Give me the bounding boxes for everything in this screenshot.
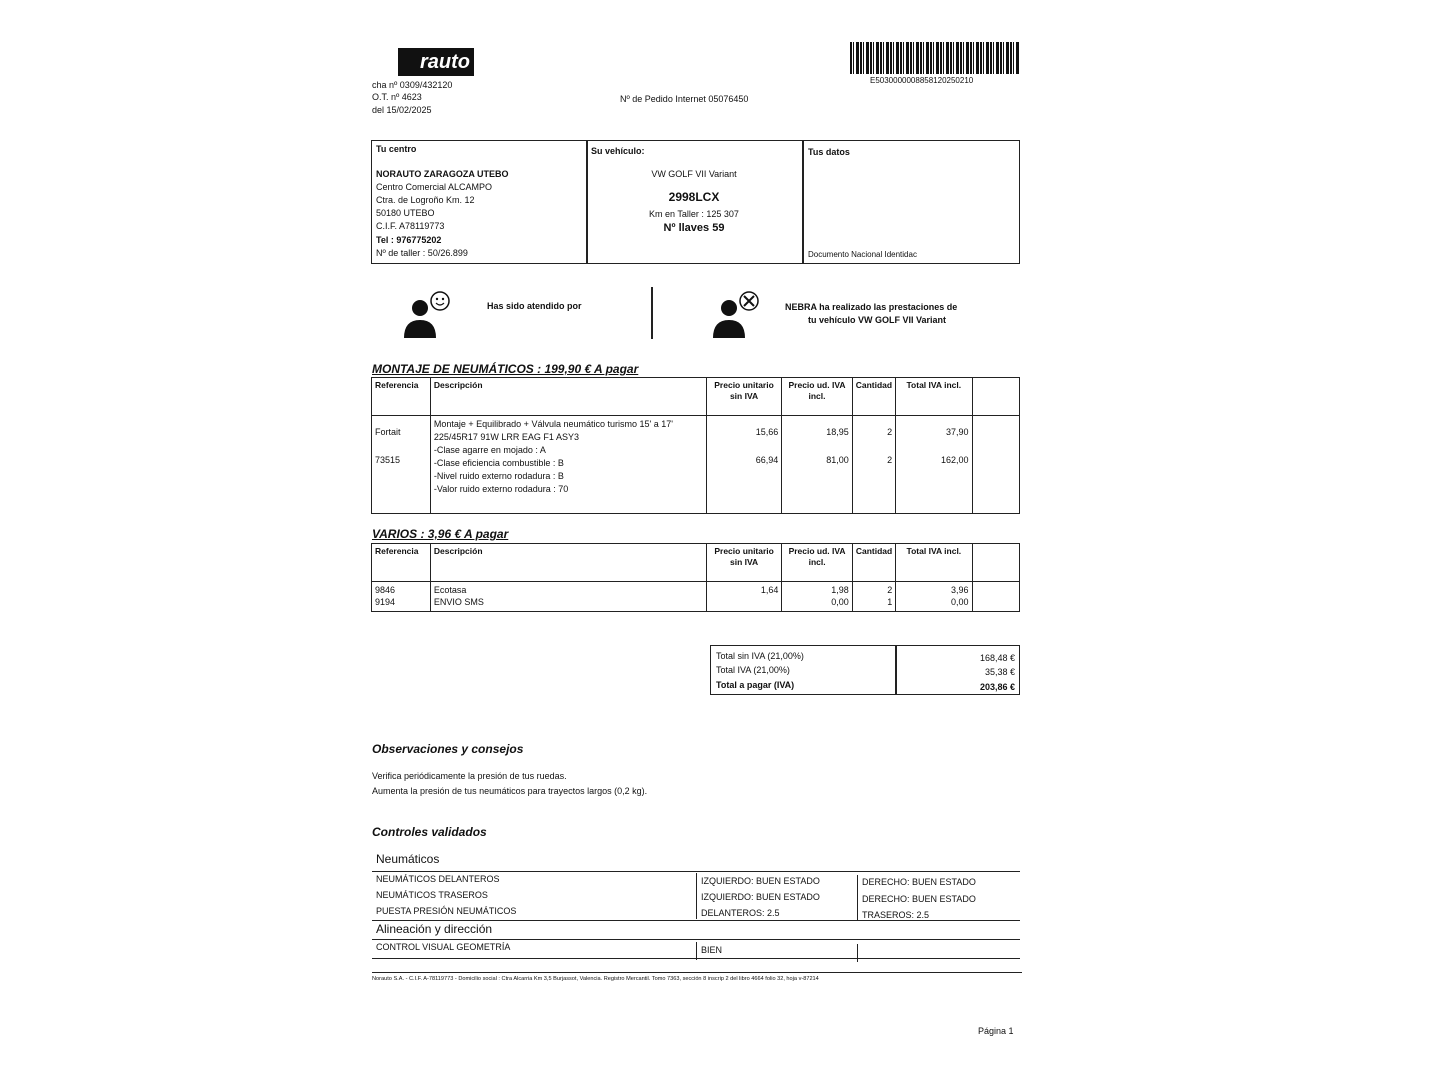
- barcode: [850, 42, 1020, 74]
- control-value-left: IZQUIERDO: BUEN ESTADO: [701, 892, 820, 902]
- performed-line2: tu vehículo VW GOLF VII Variant: [808, 315, 947, 325]
- norauto-logo: rauto: [398, 48, 474, 76]
- observaciones-title: Observaciones y consejos: [372, 742, 524, 756]
- varios-title: VARIOS : 3,96 € A pagar: [372, 527, 509, 541]
- control-item: NEUMÁTICOS DELANTEROS: [376, 874, 500, 884]
- mechanic-icon: [709, 290, 765, 340]
- spec-line: -Clase agarre en mojado : A: [433, 445, 546, 455]
- col-ref: Referencia: [372, 544, 431, 582]
- vehiculo-plate: 2998LCX: [668, 190, 720, 204]
- varios-table: [371, 543, 1020, 612]
- row-ref: 73515: [375, 455, 401, 465]
- centro-tel: Tel : 976775202: [376, 235, 442, 245]
- vehiculo-km: Km en Taller : 125 307: [649, 209, 739, 219]
- montaje-title: MONTAJE DE NEUMÁTICOS : 199,90 € A pagar: [372, 362, 639, 376]
- row-ref: Fortait: [375, 427, 401, 437]
- total-pagar: 203,86 €: [979, 682, 1015, 692]
- col-pui: Precio ud. IVA incl.: [782, 544, 852, 582]
- total-sin-iva-label: Total sin IVA (21,00%): [716, 651, 804, 661]
- col-desc: Descripción: [430, 378, 706, 416]
- col-total: Total IVA incl.: [896, 544, 972, 582]
- pedido-internet: Nº de Pedido Internet 05076450: [620, 94, 749, 104]
- col-desc: Descripción: [430, 544, 706, 582]
- montaje-table: [371, 377, 1020, 514]
- page-number: Página 1: [978, 1026, 1014, 1036]
- centro-line3: 50180 UTEBO: [376, 208, 435, 218]
- row-desc: 225/45R17 91W LRR EAG F1 ASY3: [433, 432, 579, 442]
- control-value-left: BIEN: [701, 945, 723, 955]
- control-value-left: DELANTEROS: 2.5: [701, 908, 780, 918]
- datos-label: Tus datos: [808, 147, 850, 157]
- centro-line2: Ctra. de Logroño Km. 12: [376, 195, 475, 205]
- table-row: Fortait 73515 Montaje + Equilibrado + Válvula neumático turismo 15' a 17' 225/45R17 91W LRR EAG F1 ASY3 -Clase agarre en mojado : A -Clase eficiencia combustible : B -Nivel ruido externo rodadura : B -Valor ruido externo rodadura : 70 15,66 66,94 18,95 81,00 2 2 37,90 162,00: [372, 416, 1020, 514]
- controles-title: Controles validados: [372, 825, 487, 839]
- control-item: NEUMÁTICOS TRASEROS: [376, 890, 488, 900]
- spec-line: -Valor ruido externo rodadura : 70: [433, 484, 569, 494]
- total-sin-iva: 168,48 €: [979, 653, 1015, 663]
- row-desc: Montaje + Equilibrado + Válvula neumático turismo 15' a 17': [433, 419, 673, 429]
- col-qty: Cantidad: [852, 378, 895, 416]
- attendant-icon: [400, 290, 456, 340]
- centro-label: Tu centro: [376, 144, 417, 154]
- vehiculo-llaves: Nº llaves 59: [663, 222, 725, 234]
- centro-cif: C.I.F. A78119773: [376, 221, 445, 231]
- attended-text: Has sido atendido por: [487, 301, 582, 311]
- vehiculo-model: VW GOLF VII Variant: [651, 169, 737, 179]
- col-qty: Cantidad: [852, 544, 895, 582]
- spec-line: -Nivel ruido externo rodadura : B: [433, 471, 564, 481]
- observaciones-line2: Aumenta la presión de tus neumáticos para trayectos largos (0,2 kg).: [372, 786, 648, 796]
- col-pu: Precio unitario sin IVA: [706, 378, 781, 416]
- document-date: del 15/02/2025: [372, 105, 432, 115]
- control-value-left: IZQUIERDO: BUEN ESTADO: [701, 876, 820, 886]
- footer-legal: Norauto S.A. - C.I.F. A-78119773 - Domicilio social : Ctra Alcarria Km 3,5 Burjassot, Valencia. Registro Mercantil. Tomo 7363, sección 8 inscrip 2 del libro 4664 folio 32, hoja v-87214: [372, 976, 819, 982]
- col-ref: Referencia: [372, 378, 431, 416]
- ficha-number: cha nº 0309/432120: [372, 80, 453, 90]
- total-iva: 35,38 €: [984, 667, 1015, 677]
- control-value-right: TRASEROS: 2.5: [862, 910, 930, 920]
- performed-line1: NEBRA ha realizado las prestaciones de: [785, 302, 958, 312]
- control-value-right: DERECHO: BUEN ESTADO: [862, 877, 976, 887]
- alineacion-title: Alineación y dirección: [376, 922, 493, 936]
- control-item: PUESTA PRESIÓN NEUMÁTICOS: [376, 906, 517, 916]
- total-iva-label: Total IVA (21,00%): [716, 665, 790, 675]
- control-item: CONTROL VISUAL GEOMETRÍA: [376, 942, 511, 952]
- col-pu: Precio unitario sin IVA: [706, 544, 781, 582]
- spec-line: -Clase eficiencia combustible : B: [433, 458, 564, 468]
- col-total: Total IVA incl.: [896, 378, 972, 416]
- vehiculo-label: Su vehículo:: [591, 146, 645, 156]
- neumaticos-title: Neumáticos: [376, 852, 440, 866]
- centro-line1: Centro Comercial ALCAMPO: [376, 182, 493, 192]
- col-pui: Precio ud. IVA incl.: [782, 378, 852, 416]
- control-value-right: DERECHO: BUEN ESTADO: [862, 894, 976, 904]
- ot-number: O.T. nº 4623: [372, 92, 422, 102]
- centro-name: NORAUTO ZARAGOZA UTEBO: [376, 169, 509, 179]
- table-row: 9846 9194 Ecotasa ENVIO SMS 1,64 1,98 0,00 2 1 3,96 0,00: [372, 582, 1020, 612]
- centro-taller: Nº de taller : 50/26.899: [376, 248, 468, 258]
- observaciones-line1: Verifica periódicamente la presión de tus ruedas.: [372, 771, 567, 781]
- barcode-number: E5030000008858120250210: [870, 76, 974, 85]
- datos-dni: Documento Nacional Identidac: [808, 250, 917, 259]
- total-pagar-label: Total a pagar (IVA): [716, 680, 795, 690]
